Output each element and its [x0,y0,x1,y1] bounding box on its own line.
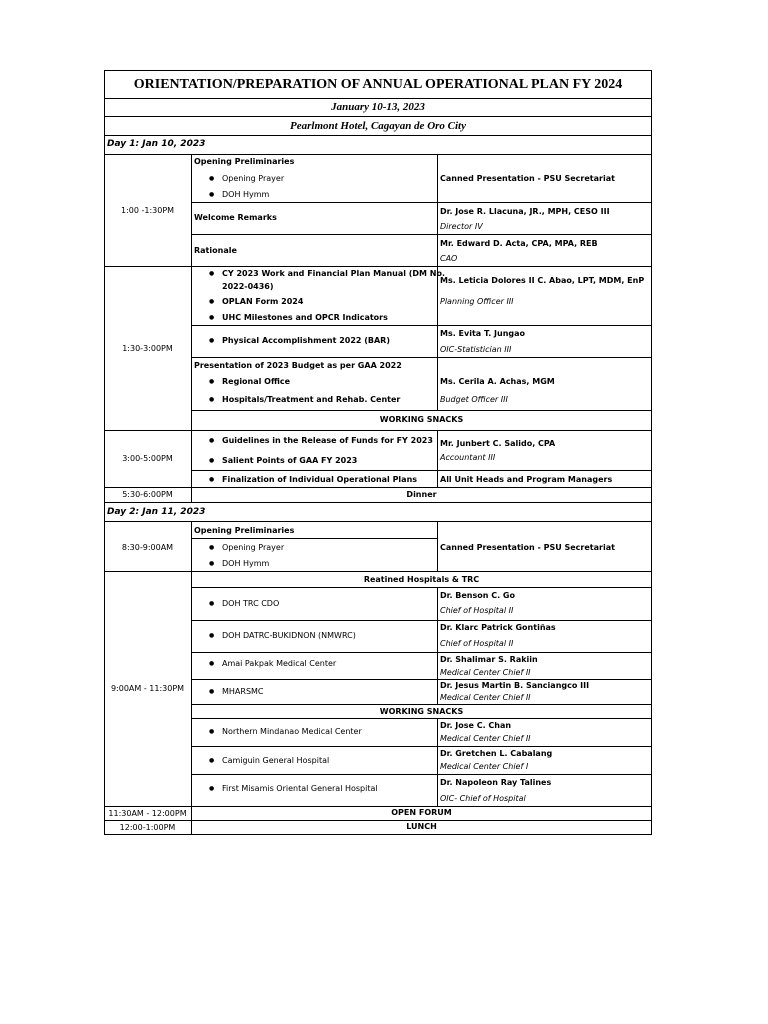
speaker-name: Canned Presentation - PSU Secretariat [440,543,615,552]
time-slot: 5:30-6:00PM [122,490,173,499]
speaker-name: Dr. Napoleon Ray Talines [440,778,552,787]
agenda-item: ● Physical Accomplishment 2022 (BAR) [222,336,390,346]
break-label: WORKING SNACKS [379,415,464,424]
speaker-title: Accountant III [440,453,496,462]
speaker-title: Medical Center Chief II [440,734,531,743]
time-slot: 3:00-5:00PM [122,454,173,463]
event-venue: Pearlmont Hotel, Cagayan de Oro City [290,120,466,132]
break-label: OPEN FORUM [391,808,452,817]
speaker-title: CAO [440,254,458,263]
facility-item: ● Amai Pakpak Medical Center [222,659,336,669]
event-dates: January 10-13, 2023 [331,101,425,113]
facility-item: ● First Misamis Oriental General Hospital [222,784,378,794]
document-title: ORIENTATION/PREPARATION OF ANNUAL OPERATIONAL PLAN FY 2024 [133,77,623,92]
agenda-item: ● DOH Hymm [222,190,269,200]
speaker-title: Budget Officer III [440,395,508,404]
agenda-item: ● DOH Hymm [222,559,269,569]
day2-heading: Day 2: Jan 11, 2023 [107,507,206,517]
facility-item: ● Northern Mindanao Medical Center [222,727,362,737]
speaker-name: Dr. Jose R. Llacuna, JR., MPH, CESO III [440,207,610,216]
speaker-name: All Unit Heads and Program Managers [440,475,613,484]
facility-item: ● DOH DATRC-BUKIDNON (NMWRC) [222,631,356,641]
speaker-name: Dr. Benson C. Go [440,591,515,600]
speaker-title: Medical Center Chief I [440,762,529,771]
speaker-title: Director IV [440,222,483,231]
speaker-title: Medical Center Chief II [440,693,531,702]
speaker-name: Ms. Evita T. Jungao [440,329,526,338]
break-label: Dinner [406,490,437,499]
speaker-title: OIC- Chief of Hospital [440,794,526,803]
facility-item: ● DOH TRC CDO [222,599,279,609]
facility-item: ● MHARSMC [222,687,264,697]
session-title: Opening Preliminaries [194,526,295,535]
speaker-name: Dr. Gretchen L. Cabalang [440,749,553,758]
agenda-item: ● Guidelines in the Release of Funds for FY 2023 [222,436,433,446]
agenda-item: ● CY 2023 Work and Financial Plan Manual (DM No. [222,269,445,279]
time-slot: 8:30-9:00AM [121,543,174,552]
agenda-item: ● OPLAN Form 2024 [222,297,303,307]
agenda-item: ● UHC Milestones and OPCR Indicators [222,313,388,323]
speaker-name: Canned Presentation - PSU Secretariat [440,174,615,183]
speaker-title: Chief of Hospital II [440,606,514,615]
agenda-item: ● Salient Points of GAA FY 2023 [222,456,357,466]
facility-item: ● Camiguin General Hospital [222,756,329,766]
time-slot: 11:30AM - 12:00PM [108,809,187,818]
agenda-item-continued: 2022-0436) [222,282,274,291]
speaker-title: Chief of Hospital II [440,639,514,648]
speaker-name: Dr. Jose C. Chan [440,721,512,730]
speaker-name: Ms. Cerila A. Achas, MGM [440,377,555,386]
session-title: Opening Preliminaries [194,157,295,166]
agenda-item: ● Opening Prayer [222,543,284,553]
break-label: WORKING SNACKS [379,707,464,716]
agenda-item: ● Finalization of Individual Operational Plans [222,475,417,485]
agenda-item: ● Hospitals/Treatment and Rehab. Center [222,395,400,405]
speaker-title: Planning Officer III [440,297,514,306]
speaker-name: Ms. Leticia Dolores II C. Abao, LPT, MDM, EnP [440,276,645,285]
speaker-name: Dr. Klarc Patrick Gontiñas [440,623,556,632]
session-title: Presentation of 2023 Budget as per GAA 2022 [194,361,402,370]
section-label: Reatined Hospitals & TRC [363,575,480,584]
agenda-item: ● Regional Office [222,377,290,387]
speaker-name: Dr. Shalimar S. Rakiin [440,655,538,664]
time-slot: 9:00AM - 11:30PM [110,684,185,693]
speaker-name: Mr. Junbert C. Salido, CPA [440,439,556,448]
time-slot: 1:30-3:00PM [122,344,173,353]
speaker-title: Medical Center Chief II [440,668,531,677]
day1-heading: Day 1: Jan 10, 2023 [107,139,206,149]
time-slot: 1:00 -1:30PM [120,206,175,215]
speaker-name: Dr. Jesus Martin B. Sanciangco III [440,681,590,690]
agenda-item: ● Opening Prayer [222,174,284,184]
session-title: Welcome Remarks [194,213,277,222]
break-label: LUNCH [406,822,437,831]
speaker-name: Mr. Edward D. Acta, CPA, MPA, REB [440,239,598,248]
time-slot: 12:00-1:00PM [119,823,176,832]
speaker-title: OIC-Statistician III [440,345,512,354]
session-title: Rationale [194,246,237,255]
